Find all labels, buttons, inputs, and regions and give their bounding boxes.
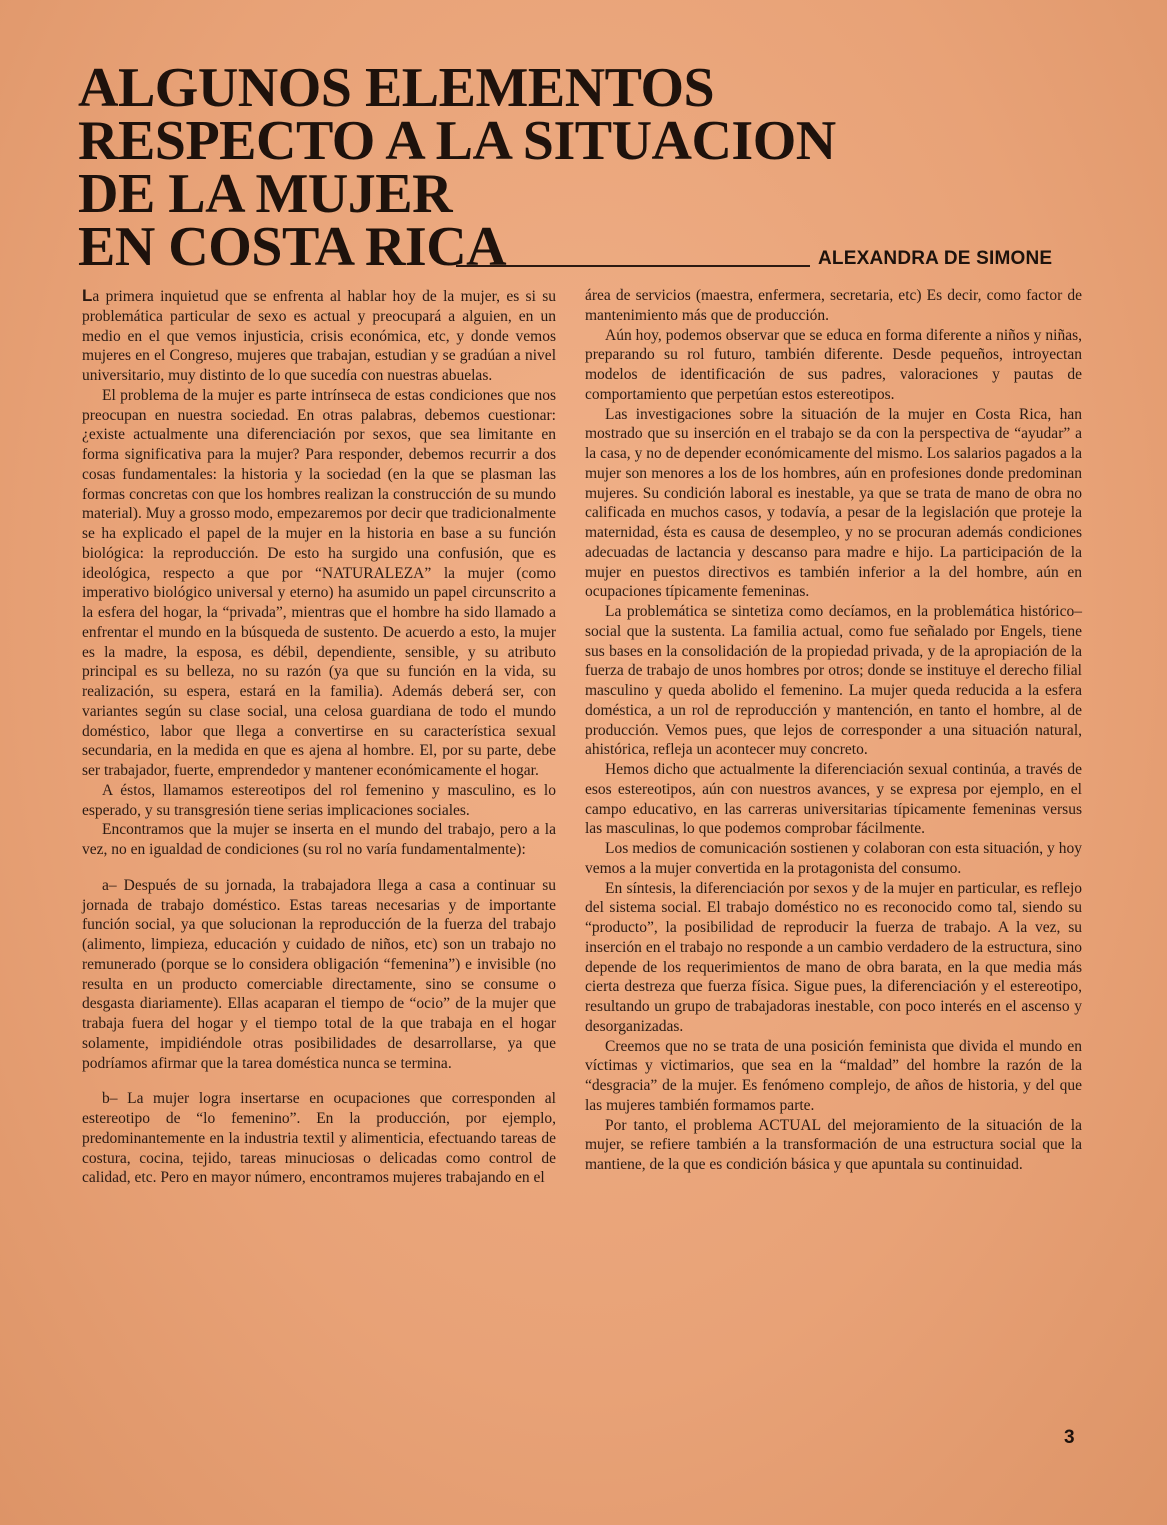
page-number: 3 xyxy=(1064,1427,1075,1448)
paragraph: Aún hoy, podemos observar que se educa en forma diferente a niños y niñas, preparando su rol futuro, también diferente. Desde pequeños, introyectan modelos de identificación de sus padres, valoraciones y pautas de comportamiento que perpetúan estos estereotipos. xyxy=(585,326,1082,403)
paragraph-item-b: b– La mujer logra insertarse en ocupaciones que corresponden al estereotipo de “lo femenino”. En la producción, por ejemplo, predominantemente en la industria textil y alimenticia, efectuando tareas de costura, cocina, tejido, tareas minuciosas o delicadas como control de calidad, etc. Pero en mayor número, encontramos mujeres trabajando en el xyxy=(82,1090,556,1187)
paragraph: El problema de la mujer es parte intrínseca de estas condiciones que nos preocupan en nuestra sociedad. En otras palabras, debemos cuestionar: ¿existe actualmente una diferenciación por sexos, que sea limitante en forma significativa para la mujer? Para responder, debemos recurrir a dos cosas fundamentales: la historia y la sociedad (en la que se plasman las formas concretas con que los hombres realizan la construcción de su mundo material). Muy a grosso modo, empezaremos por decir que tradicionalmente se ha explicado el papel de la mujer en la historia en base a su función biológica: la reproducción. De esto ha surgido una confusión, que es ideológica, respecto a que por “NATURALEZA” la mujer (como imperativo biológico universal y eterno) ha asumido un papel circunscrito a la esfera del hogar, la “privada”, mientras que el hombre ha sido llamado a enfrentar el mundo en la búsqueda de sustento. De acuerdo a esto, la mujer es la madre, la esposa, es débil, dependiente, sensible, y su atributo principal es su belleza, no su razón (ya que su función en la vida, su realización, su espera, estará en la familia). Además deberá ser, con variantes según su clase social, una celosa guardiana de todo el mundo doméstico, labor que llega a convertirse en su característica sexual secundaria, en la medida en que es ajena al hombre. El, por su parte, debe ser trabajador, fuerte, emprendedor y mantener económicamente el hogar. xyxy=(82,386,556,779)
article-title xyxy=(78,57,836,278)
title-line-1: ALGUNOS ELEMENTOS xyxy=(78,57,715,119)
paragraph: En síntesis, la diferenciación por sexos y de la mujer en particular, es reflejo del sistema social. El trabajo doméstico no es reconocido como tal, siendo su “producto”, la posibilidad de reproducir la fuerza de trabajo. A la vez, su inserción en el trabajo no responde a un cambio verdadero de la estructura, sino depende de los requerimientos de mano de obra barata, en la que media más cierta destreza que fuerza física. Sigue pues, la diferenciación y el estereotipo, resultando un grupo de trabajadoras inestable, con poco interés en el ascenso y desorganizadas. xyxy=(585,879,1082,1035)
paragraph: Encontramos que la mujer se inserta en el mundo del trabajo, pero a la vez, no en igualdad de condiciones (su rol no varía fundamentalmente): xyxy=(82,821,556,858)
paragraph: Los medios de comunicación sostienen y colaboran con esta situación, y hoy vemos a la mujer convertida en la protagonista del consumo. xyxy=(585,840,1082,877)
paragraph: Hemos dicho que actualmente la diferenciación sexual continúa, a través de esos estereotipos, aún con nuestros avances, y se expresa por ejemplo, en el campo educativo, en las carreras universitarias típicamente femeninas versus las masculinas, lo que podemos comprobar fácilmente. xyxy=(585,761,1082,838)
right-column xyxy=(585,286,1082,1175)
paragraph: Por tanto, el problema ACTUAL del mejoramiento de la situación de la mujer, se refiere también a la transformación de una estructura social que la mantiene, de la que es condición básica y que apuntala su continuidad. xyxy=(585,1116,1082,1173)
paragraph-text: a primera inquietud que se enfrenta al hablar hoy de la mujer, es si su problemática particular de sexo es actual y preocupará a alguien, en un medio en el que vemos injusticia, crisis económica, etc, y donde vemos mujeres en el Congreso, mujeres que trabajan, estudian y se gradúan a nivel universitario, muy distinto de lo que sucedía con nuestras abuelas. xyxy=(82,288,556,384)
paragraph xyxy=(82,286,556,386)
paragraph: Creemos que no se trata de una posición feminista que divida el mundo en víctimas y victimarios, que sea en la “maldad” del hombre la razón de la “desgracia” de la mujer. Es fenómeno complejo, de años de historia, y del que las mujeres también formamos parte. xyxy=(585,1037,1082,1114)
paragraph-item-a: a– Después de su jornada, la trabajadora llega a casa a continuar su jornada de trabajo doméstico. Estas tareas necesarias y de importante función social, ya que solucionan la reproducción de la fuerza del trabajo (alimento, limpieza, educación y cuidado de niños, etc) son un trabajo no remunerado (porque se lo considera obligación “femenina”) e invisible (no resulta en un producto comerciable directamente, sino se consume o desgasta diariamente). Ellas acaparan el tiempo de “ocio” de la mujer que trabaja fuera del hogar y el tiempo total de la que trabaja en el hogar solamente, impidiéndole otras posibilidades de desarrollarse, ya que podríamos afirmar que la tarea doméstica nunca se termina. xyxy=(82,876,556,1072)
title-rule-divider xyxy=(456,265,810,267)
paragraph: área de servicios (maestra, enfermera, secretaria, etc) Es decir, como factor de mantenimiento más que de producción. xyxy=(585,287,1082,324)
title-line-2: RESPECTO A LA SITUACION xyxy=(78,110,836,172)
left-column xyxy=(82,286,556,1188)
title-line-3: DE LA MUJER xyxy=(78,163,453,225)
drop-cap: L xyxy=(82,286,93,305)
title-line-4: EN COSTA RICA xyxy=(78,216,507,278)
article-author: ALEXANDRA DE SIMONE xyxy=(818,248,1053,269)
paragraph: Las investigaciones sobre la situación de la mujer en Costa Rica, han mostrado que su inserción en el trabajo se da con la perspectiva de “ayudar” a la casa, y no de depender económicamente del mismo. Los salarios pagados a la mujer son menores a los de los hombres, aún en profesiones donde predominan mujeres. Su condición laboral es inestable, ya que se trata de mano de obra no calificada en muchos casos, y todavía, a pesar de la legislación que proteje la maternidad, ésta es causa de desempleo, y no se procuran además condiciones adecuadas de lactancia y descanso para madre e hijo. La participación de la mujer en puestos directivos es también inferior a la del hombre, aún en ocupaciones típicamente femeninas. xyxy=(585,405,1082,601)
paragraph: A éstos, llamamos estereotipos del rol femenino y masculino, es lo esperado, y su transgresión tiene serias implicaciones sociales. xyxy=(82,781,556,819)
paragraph: La problemática se sintetiza como decíamos, en la problemática histórico–social que la sustenta. La familia actual, como fue señalado por Engels, tiene sus bases en la consolidación de la propiedad privada, y de la apropiación de la fuerza de trabajo de unos hombres por otros; donde se instituye el derecho filial masculino y queda abolido el femenino. La mujer queda reducida a la esfera doméstica, a un rol de reproducción y mantención, en tanto el hombre, al de producción. Vemos pues, que lejos de corresponder a una situación natural, ahistórica, refleja un acontecer muy concreto. xyxy=(585,603,1082,759)
